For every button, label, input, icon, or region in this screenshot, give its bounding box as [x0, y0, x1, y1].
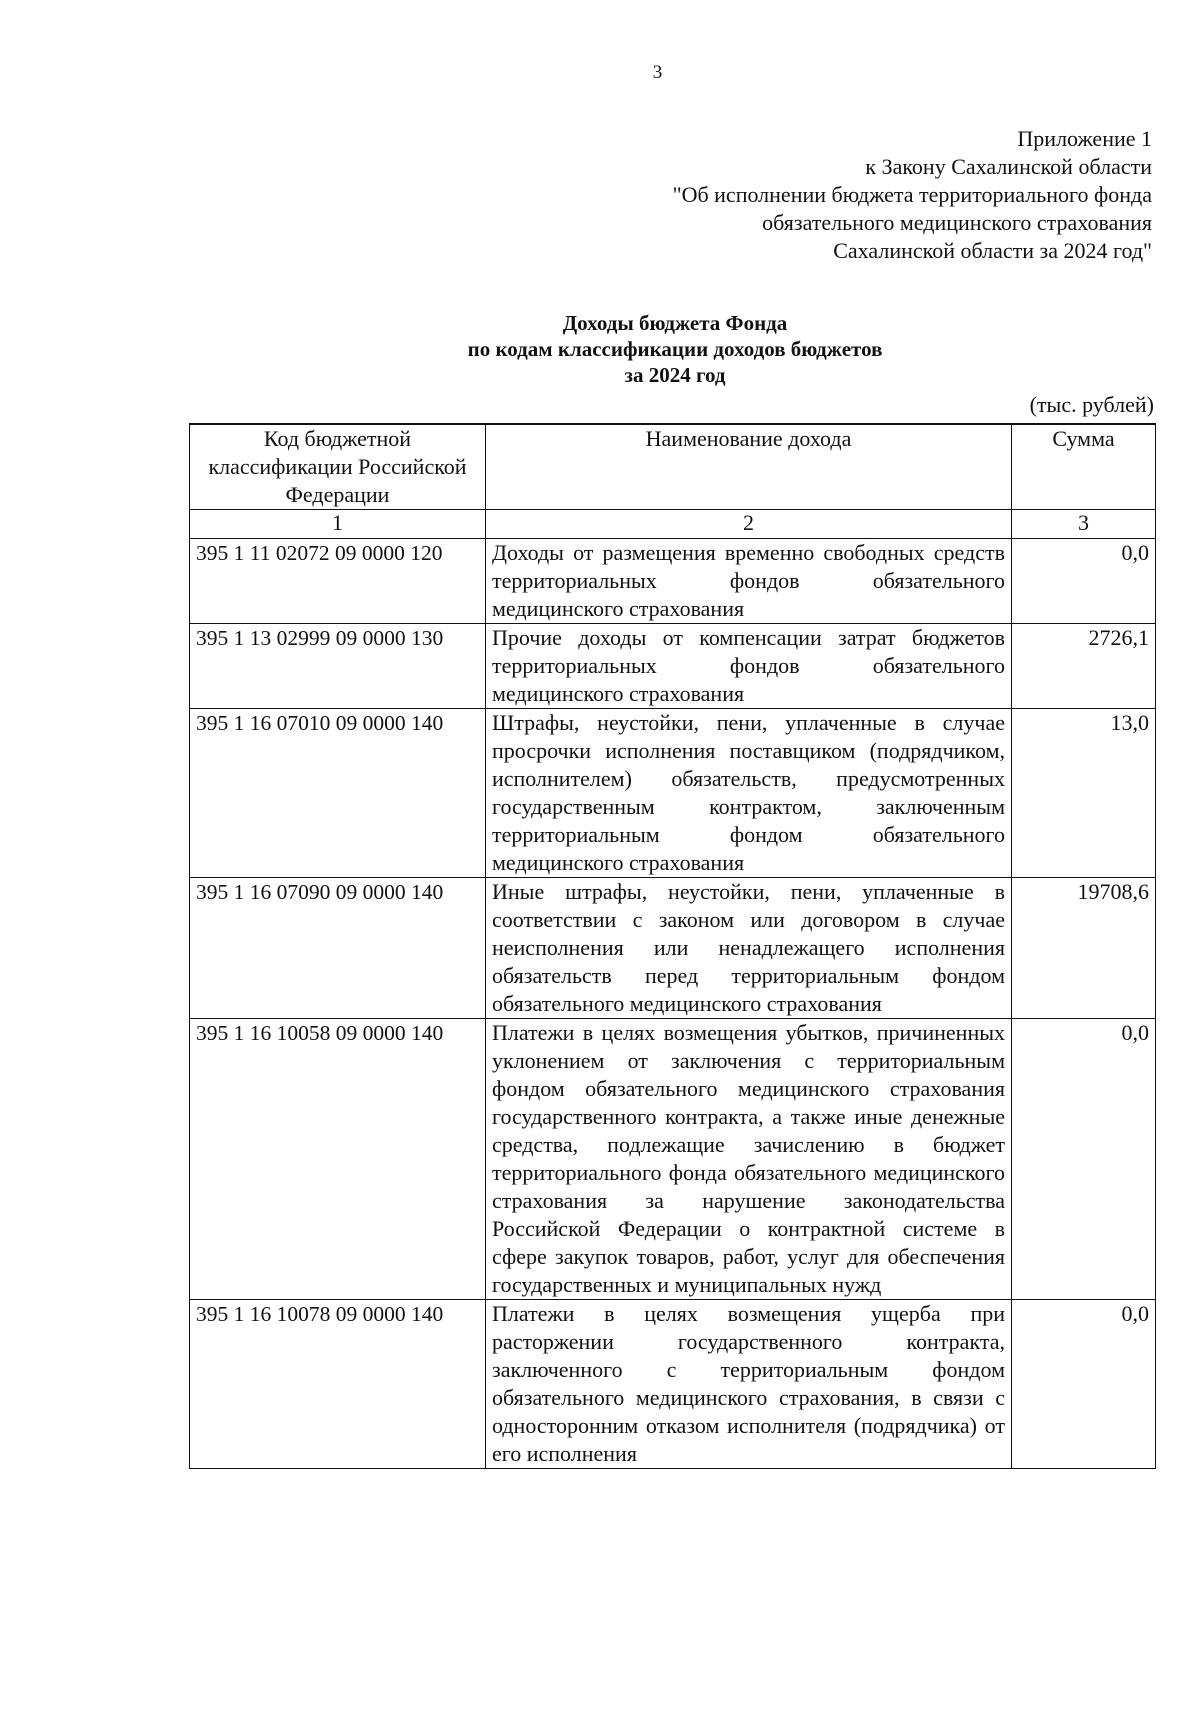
row-name: Платежи в целях возмещения убытков, причиненных уклонением от заключения с территориальным фондом обязательного медицинского страхования государственного контракта, а также иные денежные средства, подлежащие зачислению в бюджет территориального фонда обязательного медицинского страхования за нарушение законодательства Российской Федерации о контрактной системе в сфере закупок товаров, работ, услуг для обеспечения государственных и муниципальных нужд [486, 1019, 1012, 1300]
row-sum: 0,0 [1012, 539, 1156, 624]
header-code: Код бюджетной классификации Российской Федерации [190, 424, 486, 510]
title-line-3: за 2024 год [624, 363, 726, 387]
row-code: 395 1 11 02072 09 0000 120 [190, 539, 486, 624]
column-number-row [190, 510, 1156, 539]
row-sum: 0,0 [1012, 1300, 1156, 1469]
appendix-line-5: Сахалинской области за 2024 год" [833, 238, 1152, 263]
income-table [189, 423, 1156, 1469]
table-row [190, 878, 1156, 1019]
column-number-1: 1 [190, 510, 486, 539]
appendix-line-1: Приложение 1 [1017, 126, 1152, 151]
column-number-3: 3 [1012, 510, 1156, 539]
appendix-line-3: "Об исполнении бюджета территориального фонда [672, 182, 1152, 207]
units-label: (тыс. рублей) [1029, 392, 1154, 417]
row-code: 395 1 16 07010 09 0000 140 [190, 709, 486, 878]
appendix-line-4: обязательного медицинского страхования [762, 210, 1152, 235]
row-code: 395 1 16 10078 09 0000 140 [190, 1300, 486, 1469]
column-number-2: 2 [486, 510, 1012, 539]
page-number: 3 [652, 62, 663, 83]
row-code: 395 1 16 07090 09 0000 140 [190, 878, 486, 1019]
table-header-row [190, 424, 1156, 510]
appendix-line-2: к Закону Сахалинской области [865, 154, 1152, 179]
table-row [190, 624, 1156, 709]
row-name: Платежи в целях возмещения ущерба при расторжении государственного контракта, заключенного с территориальным фондом обязательного медицинского страхования, в связи с односторонним отказом исполнителя (подрядчика) от его исполнения [486, 1300, 1012, 1469]
table-row [190, 539, 1156, 624]
row-name: Штрафы, неустойки, пени, уплаченные в случае просрочки исполнения поставщиком (подрядчиком, исполнителем) обязательств, предусмотренных государственным контрактом, заключенным территориальным фондом обязательного медицинского страхования [486, 709, 1012, 878]
row-sum: 13,0 [1012, 709, 1156, 878]
row-name: Иные штрафы, неустойки, пени, уплаченные в соответствии с законом или договором в случае неисполнения или ненадлежащего исполнения обязательств перед территориальным фондом обязательного медицинского страхования [486, 878, 1012, 1019]
row-sum: 0,0 [1012, 1019, 1156, 1300]
row-code: 395 1 16 10058 09 0000 140 [190, 1019, 486, 1300]
title-line-2: по кодам классификации доходов бюджетов [467, 337, 883, 361]
table-row [190, 1019, 1156, 1300]
row-sum: 2726,1 [1012, 624, 1156, 709]
table-row [190, 709, 1156, 878]
row-name: Доходы от размещения временно свободных средств территориальных фондов обязательного медицинского страхования [486, 539, 1012, 624]
row-name: Прочие доходы от компенсации затрат бюджетов территориальных фондов обязательного медицинского страхования [486, 624, 1012, 709]
row-sum: 19708,6 [1012, 878, 1156, 1019]
document-title [190, 310, 1160, 388]
header-name: Наименование дохода [486, 424, 1012, 510]
table-row [190, 1300, 1156, 1469]
row-code: 395 1 13 02999 09 0000 130 [190, 624, 486, 709]
title-line-1: Доходы бюджета Фонда [562, 311, 788, 335]
appendix-reference [673, 125, 1152, 265]
header-sum: Сумма [1012, 424, 1156, 510]
